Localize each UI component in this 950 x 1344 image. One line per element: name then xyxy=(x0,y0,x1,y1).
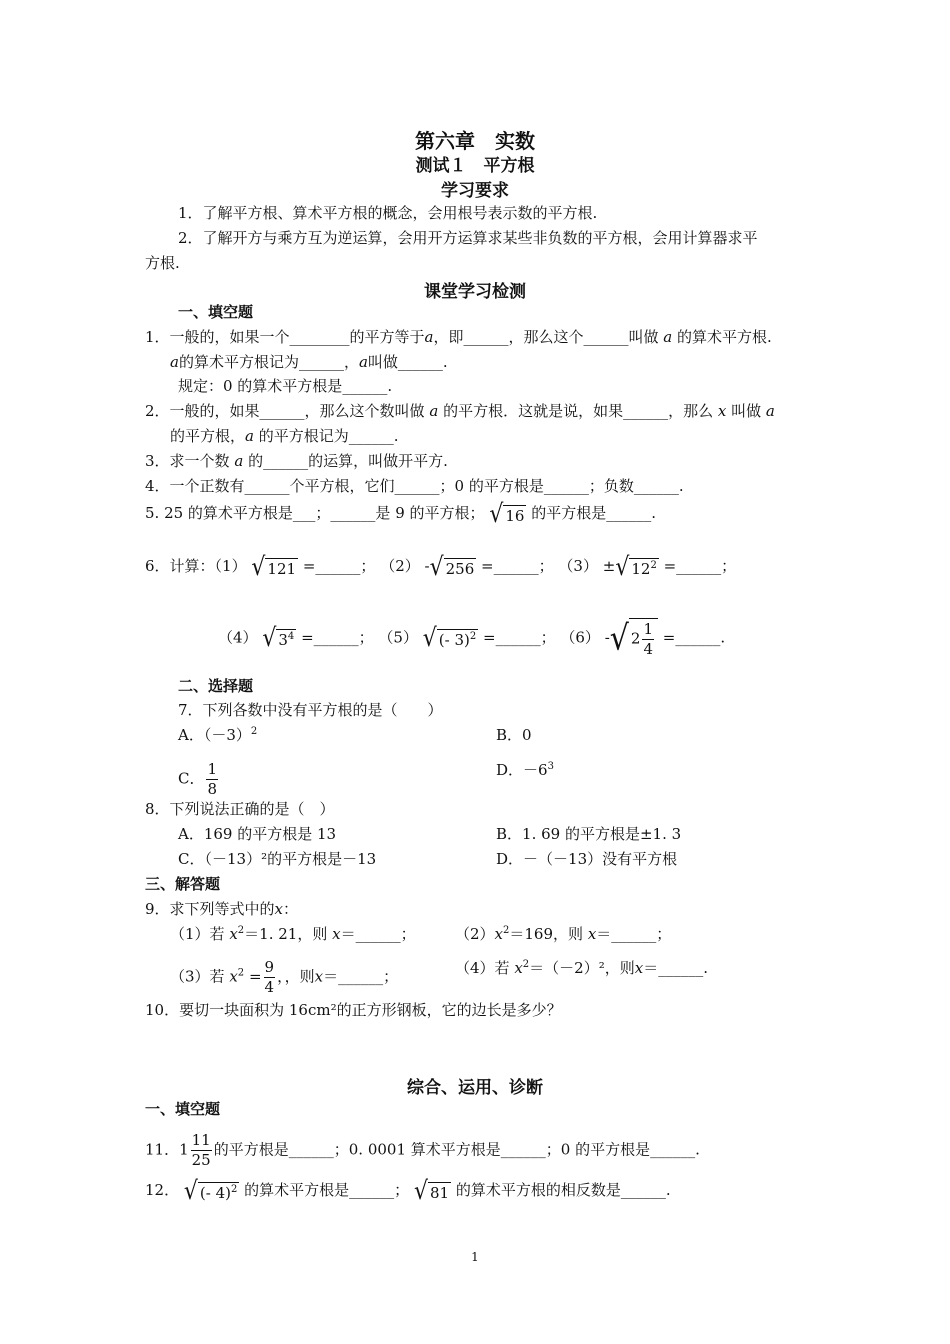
question-8-option-c: C．（－13）²的平方根是－13 xyxy=(178,850,377,868)
section-fill-blank-2: 一、填空题 xyxy=(145,1100,221,1118)
question-7-option-c: C． $\frac{1}{8}$ xyxy=(178,760,218,798)
requirements-heading: 学习要求 xyxy=(441,181,509,201)
question-9: 9．求下列等式中的x： xyxy=(145,900,299,918)
requirement-2-cont: 方根. xyxy=(145,254,180,272)
question-7-option-a: A．$(-3)^2$ xyxy=(178,726,258,744)
question-7: 7．下列各数中没有平方根的是（ ） xyxy=(178,701,443,719)
sqrt-2-and-quarter: √ 2 $\frac{1}{4}$ xyxy=(610,618,658,659)
section-multiple-choice: 二、选择题 xyxy=(178,677,254,695)
question-2-line2: 的平方根，a 的平方根记为______. xyxy=(170,427,399,445)
sqrt-12-squared: √ $12^2$ xyxy=(615,552,657,582)
question-9-part4: （4）若 $x^2=(-2)^2$，则x＝______. xyxy=(455,959,708,977)
question-5: 5. 25 的算术平方根是___；______是 9 的平方根； √ 16 的平方根是______. xyxy=(145,499,656,529)
question-11: 11．1 $\frac{11}{25}$ 的平方根是______；0. 0001 算术平方根是______；0 的平方根是______. xyxy=(145,1131,700,1169)
question-8-option-d: D．－（－13）没有平方根 xyxy=(496,850,678,868)
question-6-row1: 6．计算：（1） √ 121 =______； （2） -√ 256 =______； （3） ±√ $12^2$ =______； xyxy=(145,552,737,582)
question-2: 2．一般的，如果______，那么这个数叫做 a 的平方根．这就是说，如果______，那么 x 叫做 a xyxy=(145,402,775,420)
question-9-part1: （1）若 $x^2=1$. 21，则 x＝______； xyxy=(170,925,416,943)
test-title: 测试１ 平方根 xyxy=(415,156,535,176)
sqrt-neg4-squared: √ (- 4)$^2$ xyxy=(183,1176,238,1206)
question-1-line2: a的算术平方根记为______，a叫做______. xyxy=(170,353,448,371)
sqrt-256: √ 256 xyxy=(429,552,475,582)
requirement-1: 1．了解平方根、算术平方根的概念，会用根号表示数的平方根. xyxy=(178,204,598,222)
sqrt-16: √ 16 xyxy=(489,499,525,529)
page-number: 1 xyxy=(471,1250,479,1264)
question-8-option-a: A．169 的平方根是 13 xyxy=(178,825,337,843)
question-10: 10．要切一块面积为 16cm²的正方形钢板，它的边长是多少？ xyxy=(145,1001,562,1019)
question-8-option-b: B．1. 69 的平方根是±1. 3 xyxy=(496,825,682,843)
question-12: 12． √ (- 4)$^2$ 的算术平方根是______； √ 81 的算术平方根的相反数是______. xyxy=(145,1176,671,1206)
chapter-title: 第六章 实数 xyxy=(415,129,535,153)
question-1: 1．一般的，如果一个________的平方等于a，即______，那么这个______叫做 a 的算术平方根. xyxy=(145,328,772,346)
question-3: 3．求一个数 a 的______的运算，叫做开平方. xyxy=(145,452,448,470)
requirement-2: 2．了解开方与乘方互为逆运算，会用开方运算求某些非负数的平方根，会用计算器求平 xyxy=(178,229,758,247)
comprehensive-heading: 综合、运用、诊断 xyxy=(407,1078,543,1098)
class-test-heading: 课堂学习检测 xyxy=(424,282,526,302)
sqrt-3-fourth: √ $3^4$ xyxy=(262,624,295,653)
question-7-option-b: B．0 xyxy=(496,726,532,744)
sqrt-81: √ 81 xyxy=(413,1176,450,1206)
question-6-row2: （4） √ $3^4$ =______； （5） √ (- 3)$^2$ =______； （6） -√ 2 $\frac{1}{4}$ =______. xyxy=(218,617,726,659)
sqrt-121: √ 121 xyxy=(251,552,297,582)
question-9-part3: （3）若 $x^2$ = $\frac{9}{4}$ ，，则x＝______； xyxy=(170,958,399,996)
question-8: 8．下列说法正确的是（ ） xyxy=(145,800,335,818)
question-4: 4．一个正数有______个平方根，它们______；0 的平方根是______；负数______. xyxy=(145,477,684,495)
sqrt-neg3-squared: √ (- 3)$^2$ xyxy=(422,624,477,653)
question-7-option-d: D．$-6^3$ xyxy=(496,761,554,779)
question-9-part2: $(2)x^2=169$，则 x＝______； xyxy=(455,925,672,943)
question-1-rule: 规定：0 的算术平方根是______. xyxy=(178,377,393,395)
section-fill-blank: 一、填空题 xyxy=(178,303,254,321)
section-answer: 三、解答题 xyxy=(145,875,221,893)
